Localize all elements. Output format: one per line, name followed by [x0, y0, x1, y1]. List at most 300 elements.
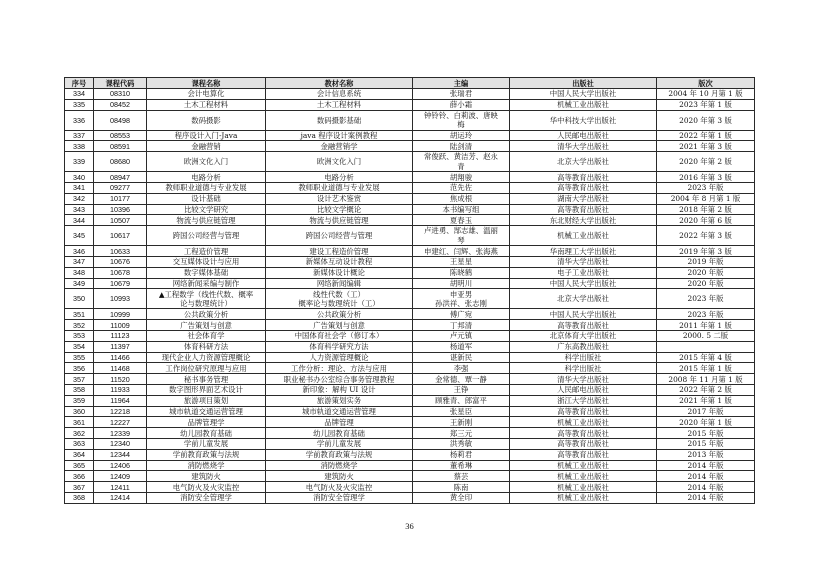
cell-course-code: 10617 [94, 226, 147, 246]
cell-edition: 2020 年第 3 版 [657, 110, 755, 130]
cell-editor: 王星星 [413, 256, 510, 267]
cell-course-name: 广告策划与创意 [147, 320, 266, 331]
table-row [65, 193, 755, 204]
cell-serial-number: 341 [65, 182, 94, 193]
cell-textbook-name: 中国体育社会学（修订本） [266, 330, 413, 341]
cell-publisher: 北京大学出版社 [510, 289, 657, 309]
table-row [65, 492, 755, 503]
cell-serial-number: 368 [65, 492, 94, 503]
cell-editor: 郑三元 [413, 428, 510, 439]
cell-publisher: 高等教育出版社 [510, 428, 657, 439]
cell-course-name: 电气防火及火灾监控 [147, 482, 266, 493]
cell-textbook-name: 旅游策划实务 [266, 395, 413, 406]
cell-edition: 2000. 5 二版 [657, 330, 755, 341]
cell-textbook-name: java 程序设计案例教程 [266, 130, 413, 141]
cell-course-code: 08680 [94, 152, 147, 172]
textbook-table [64, 77, 755, 504]
table-row [65, 256, 755, 267]
cell-serial-number: 352 [65, 320, 94, 331]
cell-textbook-name: 学前儿童发展 [266, 438, 413, 449]
cell-serial-number: 362 [65, 428, 94, 439]
cell-course-code: 11466 [94, 352, 147, 363]
cell-course-name: 体育科研方法 [147, 341, 266, 352]
cell-edition: 2019 年第 3 版 [657, 246, 755, 257]
cell-editor: 王新刚 [413, 417, 510, 428]
cell-serial-number: 353 [65, 330, 94, 341]
cell-textbook-name: 数码摄影基础 [266, 110, 413, 130]
cell-textbook-name-line: 概率论与数理统计（工） [298, 298, 380, 308]
cell-publisher: 湖南大学出版社 [510, 193, 657, 204]
cell-publisher: 高等教育出版社 [510, 172, 657, 183]
cell-course-name: 网络新闻采编与制作 [147, 278, 266, 289]
cell-publisher: 中国人民大学出版社 [510, 309, 657, 320]
cell-course-name: 建筑防火 [147, 471, 266, 482]
cell-edition: 2020 年版 [657, 267, 755, 278]
cell-course-name-line: 论与数理统计） [180, 298, 232, 308]
cell-editor-line: 卢进勇、郜志雄、温丽 [424, 226, 498, 236]
cell-editor: 王铮 [413, 384, 510, 395]
cell-publisher: 高等教育出版社 [510, 182, 657, 193]
cell-edition: 2015 年第 1 版 [657, 363, 755, 374]
cell-course-code: 11964 [94, 395, 147, 406]
table-row [65, 204, 755, 215]
table-row [65, 309, 755, 320]
cell-editor-line: 琴 [457, 235, 465, 245]
cell-textbook-name: 新媒体互动设计教程 [266, 256, 413, 267]
cell-textbook-name: 土木工程材料 [266, 99, 413, 110]
cell-edition: 2015 年版 [657, 428, 755, 439]
cell-textbook-name: 新印象：解构 UI 设计 [266, 384, 413, 395]
cell-publisher: 东北财经大学出版社 [510, 215, 657, 226]
cell-serial-number: 338 [65, 141, 94, 152]
cell-textbook-name: 新媒体设计概论 [266, 267, 413, 278]
cell-course-code: 11123 [94, 330, 147, 341]
cell-course-code: 11397 [94, 341, 147, 352]
cell-textbook-name: 会计信息系统 [266, 89, 413, 100]
cell-publisher: 清华大学出版社 [510, 374, 657, 385]
cell-course-code: 10507 [94, 215, 147, 226]
cell-course-name [147, 289, 266, 309]
cell-edition: 2023 年版 [657, 289, 755, 309]
cell-course-code: 08553 [94, 130, 147, 141]
table-row [65, 141, 755, 152]
cell-publisher: 广东高教出版社 [510, 341, 657, 352]
cell-textbook-name: 网络新闻编辑 [266, 278, 413, 289]
cell-edition: 2020 年版 [657, 278, 755, 289]
cell-course-code: 08452 [94, 99, 147, 110]
cell-publisher: 浙江大学出版社 [510, 395, 657, 406]
page-number: 36 [405, 521, 414, 531]
cell-editor-line: 青 [457, 161, 465, 171]
cell-course-name: 教师职业道德与专业发展 [147, 182, 266, 193]
cell-edition: 2022 年第 3 版 [657, 226, 755, 246]
cell-publisher: 中国人民大学出版社 [510, 89, 657, 100]
cell-serial-number: 366 [65, 471, 94, 482]
cell-course-name: 旅游项目策划 [147, 395, 266, 406]
cell-edition: 2020 年第 2 版 [657, 152, 755, 172]
table-row [65, 438, 755, 449]
cell-serial-number: 344 [65, 215, 94, 226]
table-row [65, 471, 755, 482]
cell-course-code: 12406 [94, 460, 147, 471]
cell-editor-line: 申亚男 [449, 289, 473, 299]
header-serial-number: 序号 [65, 78, 94, 89]
cell-serial-number: 342 [65, 193, 94, 204]
cell-edition: 2016 年第 3 版 [657, 172, 755, 183]
cell-edition: 2020 年第 1 版 [657, 417, 755, 428]
cell-textbook-name: 电路分析 [266, 172, 413, 183]
cell-editor: 洪秀敏 [413, 438, 510, 449]
cell-edition: 2004 年 8 月第 1 版 [657, 193, 755, 204]
cell-editor [413, 152, 510, 172]
cell-course-code: 10678 [94, 267, 147, 278]
cell-edition: 2022 年第 2 版 [657, 384, 755, 395]
cell-textbook-name: 欧洲文化入门 [266, 152, 413, 172]
cell-publisher: 机械工业出版社 [510, 460, 657, 471]
cell-publisher: 科学出版社 [510, 352, 657, 363]
cell-editor: 张瑞君 [413, 89, 510, 100]
cell-course-name: 会计电算化 [147, 89, 266, 100]
cell-serial-number: 356 [65, 363, 94, 374]
table-row [65, 363, 755, 374]
header-publisher: 出版社 [510, 78, 657, 89]
cell-edition: 2019 年版 [657, 256, 755, 267]
table-row [65, 330, 755, 341]
cell-course-code: 12218 [94, 406, 147, 417]
cell-editor: 申建红、闫辉、张海燕 [413, 246, 510, 257]
cell-publisher: 华中科技大学出版社 [510, 110, 657, 130]
cell-editor: 张星臣 [413, 406, 510, 417]
cell-edition: 2018 年第 2 版 [657, 204, 755, 215]
cell-publisher: 高等教育出版社 [510, 449, 657, 460]
cell-course-name: 欧洲文化入门 [147, 152, 266, 172]
cell-edition: 2017 年版 [657, 406, 755, 417]
cell-editor: 董希琳 [413, 460, 510, 471]
cell-textbook-name: 消防燃烧学 [266, 460, 413, 471]
cell-course-name: 交互媒体设计与应用 [147, 256, 266, 267]
cell-course-name: 社会体育学 [147, 330, 266, 341]
cell-publisher: 北京体育大学出版社 [510, 330, 657, 341]
cell-publisher: 机械工业出版社 [510, 471, 657, 482]
cell-editor: 谌新民 [413, 352, 510, 363]
header-textbook-name: 教材名称 [266, 78, 413, 89]
cell-serial-number: 347 [65, 256, 94, 267]
header-edition: 版次 [657, 78, 755, 89]
cell-serial-number: 336 [65, 110, 94, 130]
cell-course-name: 设计基础 [147, 193, 266, 204]
table-row [65, 278, 755, 289]
table-body [65, 89, 755, 504]
cell-publisher: 高等教育出版社 [510, 320, 657, 331]
cell-editor: 杨莉君 [413, 449, 510, 460]
cell-course-name: 程序设计入门-Java [147, 130, 266, 141]
cell-course-code: 08591 [94, 141, 147, 152]
table-row [65, 341, 755, 352]
cell-edition: 2023 年版 [657, 309, 755, 320]
cell-textbook-name: 幼儿园教育基础 [266, 428, 413, 439]
cell-textbook-name: 体育科学研究方法 [266, 341, 413, 352]
cell-course-name: 秘书事务管理 [147, 374, 266, 385]
table-row [65, 110, 755, 130]
table-row [65, 406, 755, 417]
cell-publisher: 高等教育出版社 [510, 406, 657, 417]
cell-edition: 2004 年 10 月第 1 版 [657, 89, 755, 100]
cell-edition: 2014 年版 [657, 492, 755, 503]
table-row [65, 449, 755, 460]
cell-serial-number: 349 [65, 278, 94, 289]
cell-editor: 薛小霜 [413, 99, 510, 110]
cell-publisher: 机械工业出版社 [510, 417, 657, 428]
cell-textbook-name: 学前教育政策与法规 [266, 449, 413, 460]
cell-course-name: 土木工程材料 [147, 99, 266, 110]
cell-course-code: 10679 [94, 278, 147, 289]
cell-course-code: 11520 [94, 374, 147, 385]
cell-textbook-name: 城市轨道交通运营管理 [266, 406, 413, 417]
cell-editor: 金常德、覃一静 [413, 374, 510, 385]
cell-edition: 2022 年第 1 版 [657, 130, 755, 141]
cell-textbook-name: 跨国公司经营与管理 [266, 226, 413, 246]
cell-publisher: 清华大学出版社 [510, 141, 657, 152]
cell-textbook-name: 物流与供应链管理 [266, 215, 413, 226]
cell-editor [413, 226, 510, 246]
cell-editor: 范先佐 [413, 182, 510, 193]
cell-course-code: 08947 [94, 172, 147, 183]
table-row [65, 99, 755, 110]
cell-publisher: 机械工业出版社 [510, 99, 657, 110]
cell-editor: 丁邦清 [413, 320, 510, 331]
cell-serial-number: 363 [65, 438, 94, 449]
table-row [65, 320, 755, 331]
cell-course-name: 数码摄影 [147, 110, 266, 130]
cell-course-name: 数字图形界面艺术设计 [147, 384, 266, 395]
cell-publisher: 高等教育出版社 [510, 204, 657, 215]
cell-textbook-name: 建设工程造价管理 [266, 246, 413, 257]
cell-textbook-name: 品牌管理 [266, 417, 413, 428]
cell-serial-number: 364 [65, 449, 94, 460]
header-course-code: 课程代码 [94, 78, 147, 89]
header-course-name: 课程名称 [147, 78, 266, 89]
cell-serial-number: 343 [65, 204, 94, 215]
cell-textbook-name: 金融营销学 [266, 141, 413, 152]
cell-editor: 黄全印 [413, 492, 510, 503]
cell-course-name: 物流与供应链管理 [147, 215, 266, 226]
cell-editor: 胡运玲 [413, 130, 510, 141]
cell-edition: 2013 年版 [657, 449, 755, 460]
cell-serial-number: 354 [65, 341, 94, 352]
cell-serial-number: 361 [65, 417, 94, 428]
cell-serial-number: 365 [65, 460, 94, 471]
cell-editor: 顾雅青、郎富平 [413, 395, 510, 406]
cell-serial-number: 345 [65, 226, 94, 246]
cell-textbook-name: 人力资源管理概论 [266, 352, 413, 363]
cell-editor: 焦成根 [413, 193, 510, 204]
cell-textbook-name: 教师职业道德与专业发展 [266, 182, 413, 193]
cell-edition: 2011 年第 1 版 [657, 320, 755, 331]
table-row [65, 417, 755, 428]
cell-edition: 2008 年 11 月第 1 版 [657, 374, 755, 385]
cell-course-code: 09277 [94, 182, 147, 193]
cell-edition: 2023 年第 1 版 [657, 99, 755, 110]
cell-textbook-name: 设计艺术鉴赏 [266, 193, 413, 204]
table-row [65, 395, 755, 406]
cell-serial-number: 350 [65, 289, 94, 309]
table-row [65, 289, 755, 309]
cell-edition: 2015 年第 4 版 [657, 352, 755, 363]
cell-edition: 2021 年第 1 版 [657, 395, 755, 406]
cell-editor [413, 289, 510, 309]
header-editor: 主编 [413, 78, 510, 89]
cell-serial-number: 348 [65, 267, 94, 278]
cell-course-name: 电路分析 [147, 172, 266, 183]
cell-publisher: 机械工业出版社 [510, 226, 657, 246]
cell-editor-line: 梅 [457, 120, 465, 130]
table-row [65, 428, 755, 439]
cell-edition: 2014 年版 [657, 482, 755, 493]
table-row [65, 215, 755, 226]
cell-textbook-name: 广告策划与创意 [266, 320, 413, 331]
cell-serial-number: 355 [65, 352, 94, 363]
cell-edition: 2014 年版 [657, 471, 755, 482]
cell-editor: 夏春玉 [413, 215, 510, 226]
cell-editor: 傅广宛 [413, 309, 510, 320]
cell-serial-number: 337 [65, 130, 94, 141]
table-row [65, 226, 755, 246]
cell-serial-number: 360 [65, 406, 94, 417]
table-row [65, 460, 755, 471]
cell-serial-number: 346 [65, 246, 94, 257]
cell-textbook-name: 公共政策分析 [266, 309, 413, 320]
cell-serial-number: 340 [65, 172, 94, 183]
cell-course-name: 学前儿童发展 [147, 438, 266, 449]
cell-publisher: 清华大学出版社 [510, 256, 657, 267]
cell-serial-number: 367 [65, 482, 94, 493]
cell-course-name: 比较文学研究 [147, 204, 266, 215]
cell-edition: 2014 年版 [657, 460, 755, 471]
cell-textbook-name [266, 289, 413, 309]
cell-course-name: 公共政策分析 [147, 309, 266, 320]
cell-publisher: 机械工业出版社 [510, 482, 657, 493]
cell-editor: 陈晓鹤 [413, 267, 510, 278]
cell-editor: 蔡芸 [413, 471, 510, 482]
cell-textbook-name: 电气防火及火灾监控 [266, 482, 413, 493]
cell-editor: 胡明川 [413, 278, 510, 289]
cell-course-code: 12411 [94, 482, 147, 493]
cell-editor: 本书编写组 [413, 204, 510, 215]
cell-editor: 胡翔骏 [413, 172, 510, 183]
cell-course-name: 学前教育政策与法规 [147, 449, 266, 460]
cell-serial-number: 357 [65, 374, 94, 385]
table-row [65, 130, 755, 141]
table-header [65, 78, 755, 89]
cell-course-name: 城市轨道交通运营管理 [147, 406, 266, 417]
cell-editor-line: 常俊跃、黄洁芳、赵永 [424, 152, 498, 162]
cell-editor: 李强 [413, 363, 510, 374]
table-row [65, 89, 755, 100]
cell-editor-line: 孙洪祥、张志刚 [435, 298, 487, 308]
header-row [65, 78, 755, 89]
cell-edition: 2020 年第 6 版 [657, 215, 755, 226]
table-row [65, 384, 755, 395]
cell-editor: 陈南 [413, 482, 510, 493]
cell-edition: 2021 年第 3 版 [657, 141, 755, 152]
cell-course-code: 11933 [94, 384, 147, 395]
cell-course-name: 幼儿园教育基础 [147, 428, 266, 439]
cell-editor-line: 钟铃铃、白莉波、唐映 [424, 110, 498, 120]
cell-course-name: 数字媒体基础 [147, 267, 266, 278]
cell-course-name: 消防安全管理学 [147, 492, 266, 503]
cell-course-code: 11009 [94, 320, 147, 331]
cell-publisher: 人民邮电出版社 [510, 384, 657, 395]
cell-publisher: 高等教育出版社 [510, 438, 657, 449]
cell-course-code: 08310 [94, 89, 147, 100]
cell-editor: 杨道军 [413, 341, 510, 352]
table-row [65, 182, 755, 193]
cell-course-name: 工程造价管理 [147, 246, 266, 257]
cell-course-name: 金融营销 [147, 141, 266, 152]
cell-course-code: 10999 [94, 309, 147, 320]
cell-publisher: 华南理工大学出版社 [510, 246, 657, 257]
table-row [65, 352, 755, 363]
cell-course-code: 12414 [94, 492, 147, 503]
cell-course-code: 10993 [94, 289, 147, 309]
cell-course-name: 跨国公司经营与管理 [147, 226, 266, 246]
cell-serial-number: 358 [65, 384, 94, 395]
cell-course-code: 10177 [94, 193, 147, 204]
cell-editor: 陆剑清 [413, 141, 510, 152]
cell-editor [413, 110, 510, 130]
cell-publisher: 科学出版社 [510, 363, 657, 374]
cell-edition: 2023 年版 [657, 182, 755, 193]
cell-serial-number: 339 [65, 152, 94, 172]
cell-publisher: 中国人民大学出版社 [510, 278, 657, 289]
cell-course-name: 品牌管理学 [147, 417, 266, 428]
cell-course-code: 10396 [94, 204, 147, 215]
cell-course-code: 10676 [94, 256, 147, 267]
cell-textbook-name: 消防安全管理学 [266, 492, 413, 503]
cell-publisher: 人民邮电出版社 [510, 130, 657, 141]
cell-course-code: 12409 [94, 471, 147, 482]
cell-course-name-line: ▲工程数学（线性代数、概率 [158, 289, 254, 299]
cell-textbook-name: 工作分析：理论、方法与应用 [266, 363, 413, 374]
cell-course-name: 现代企业人力资源管理概论 [147, 352, 266, 363]
cell-course-code: 10633 [94, 246, 147, 257]
table-row [65, 152, 755, 172]
cell-edition: 2015 年版 [657, 438, 755, 449]
cell-serial-number: 334 [65, 89, 94, 100]
cell-course-code: 12339 [94, 428, 147, 439]
cell-publisher: 电子工业出版社 [510, 267, 657, 278]
table-row [65, 482, 755, 493]
table-row [65, 246, 755, 257]
table-row [65, 267, 755, 278]
cell-textbook-name-line: 线性代数（工） [313, 289, 365, 299]
table-row [65, 172, 755, 183]
cell-textbook-name: 比较文学概论 [266, 204, 413, 215]
cell-serial-number: 335 [65, 99, 94, 110]
cell-textbook-name: 职业秘书办公室综合事务管理教程 [266, 374, 413, 385]
cell-course-code: 12227 [94, 417, 147, 428]
cell-course-code: 08498 [94, 110, 147, 130]
cell-publisher: 北京大学出版社 [510, 152, 657, 172]
cell-course-code: 11468 [94, 363, 147, 374]
cell-textbook-name: 建筑防火 [266, 471, 413, 482]
cell-serial-number: 359 [65, 395, 94, 406]
cell-course-name: 工作岗位研究原理与应用 [147, 363, 266, 374]
cell-publisher: 机械工业出版社 [510, 492, 657, 503]
cell-edition [657, 341, 755, 352]
cell-course-name: 消防燃烧学 [147, 460, 266, 471]
cell-course-code: 12340 [94, 438, 147, 449]
